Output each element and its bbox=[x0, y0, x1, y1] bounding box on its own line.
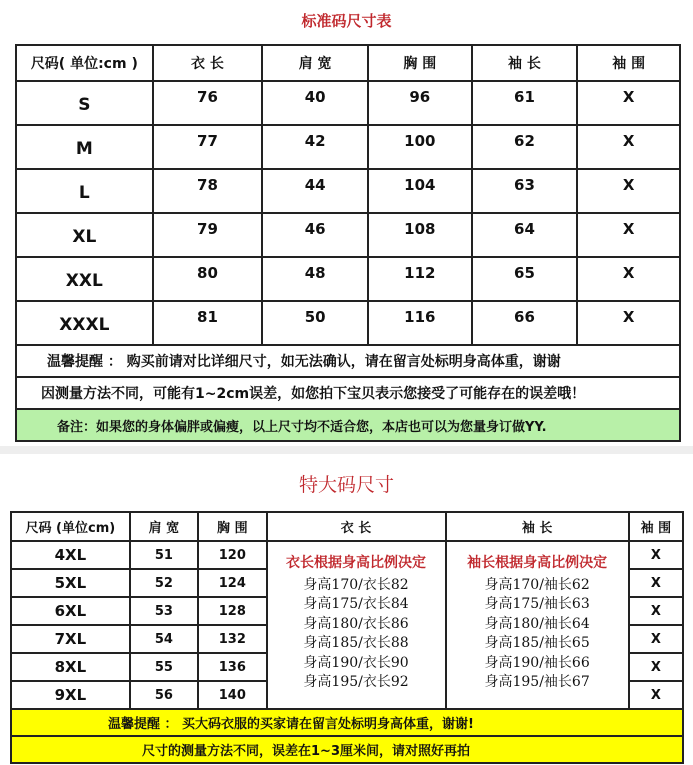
chest-cell: 136 bbox=[198, 653, 266, 681]
header-length: 衣 长 bbox=[267, 512, 446, 541]
length-line: 身高180/衣长86 bbox=[303, 615, 409, 632]
plus-reminder-note: 温馨提醒 ： 买大码衣服的买家请在留言处标明身高体重，谢谢! bbox=[11, 709, 683, 736]
note-row bbox=[11, 736, 683, 763]
size-cell: XL bbox=[16, 213, 153, 257]
cuff-cell: X bbox=[577, 125, 680, 169]
cuff-cell: X bbox=[629, 653, 683, 681]
table-header-row bbox=[11, 512, 683, 541]
shoulder-cell: 56 bbox=[130, 681, 198, 709]
header-chest: 胸 围 bbox=[368, 45, 472, 81]
sleeve-line: 身高190/袖长66 bbox=[484, 654, 590, 671]
length-heading: 衣长根据身高比例决定 bbox=[286, 555, 427, 571]
cuff-cell: X bbox=[577, 213, 680, 257]
table-row bbox=[11, 541, 683, 569]
note-row bbox=[11, 709, 683, 736]
cuff-cell: X bbox=[577, 257, 680, 301]
chest-cell: 128 bbox=[198, 597, 266, 625]
chest-cell: 132 bbox=[198, 625, 266, 653]
table-header-row bbox=[16, 45, 680, 81]
header-size: 尺码( 单位:cm ) bbox=[16, 45, 153, 81]
sleeve-cell: 64 bbox=[472, 213, 578, 257]
length-cell: 77 bbox=[153, 125, 263, 169]
size-cell: M bbox=[16, 125, 153, 169]
cuff-cell: X bbox=[577, 169, 680, 213]
chest-cell: 116 bbox=[368, 301, 472, 345]
header-shoulder: 肩 宽 bbox=[262, 45, 368, 81]
cuff-cell: X bbox=[629, 625, 683, 653]
sleeve-line: 身高175/袖长63 bbox=[484, 596, 590, 612]
length-cell: 81 bbox=[153, 301, 263, 345]
chest-cell: 108 bbox=[368, 213, 472, 257]
chest-cell: 96 bbox=[368, 81, 472, 125]
header-length: 衣 长 bbox=[153, 45, 263, 81]
remark-note: 备注：如果您的身体偏胖或偏瘦，以上尺寸均不适合您，本店也可以为您量身订做YY. bbox=[16, 409, 680, 441]
cuff-cell: X bbox=[629, 569, 683, 597]
size-cell: 6XL bbox=[11, 597, 130, 625]
plus-size-table bbox=[10, 511, 684, 764]
table-row bbox=[16, 81, 680, 125]
error-note: 因测量方法不同，可能有1~2cm误差，如您拍下宝贝表示您接受了可能存在的误差哦！ bbox=[16, 377, 680, 409]
standard-size-table bbox=[15, 44, 681, 442]
size-cell: 5XL bbox=[11, 569, 130, 597]
cuff-cell: X bbox=[629, 681, 683, 709]
shoulder-cell: 40 bbox=[262, 81, 368, 125]
header-cuff: 袖 围 bbox=[577, 45, 680, 81]
header-size: 尺码 (单位cm) bbox=[11, 512, 130, 541]
note-row bbox=[16, 377, 680, 409]
cuff-cell: X bbox=[577, 301, 680, 345]
chest-cell: 124 bbox=[198, 569, 266, 597]
standard-size-title: 标准码尺寸表 bbox=[301, 12, 392, 30]
size-cell: 7XL bbox=[11, 625, 130, 653]
note-row bbox=[16, 345, 680, 377]
table-row bbox=[16, 257, 680, 301]
shoulder-cell: 53 bbox=[130, 597, 198, 625]
length-line: 身高175/衣长84 bbox=[303, 596, 409, 612]
sleeve-line: 身高180/袖长64 bbox=[484, 615, 590, 632]
size-cell: L bbox=[16, 169, 153, 213]
sleeve-cell: 65 bbox=[472, 257, 578, 301]
shoulder-cell: 52 bbox=[130, 569, 198, 597]
cuff-cell: X bbox=[577, 81, 680, 125]
header-sleeve: 袖 长 bbox=[472, 45, 578, 81]
length-by-height-cell bbox=[267, 541, 446, 709]
table-row bbox=[16, 301, 680, 345]
sleeve-line: 身高195/袖长67 bbox=[484, 674, 590, 690]
chest-cell: 120 bbox=[198, 541, 266, 569]
length-cell: 78 bbox=[153, 169, 263, 213]
plus-error-note: 尺寸的测量方法不同，误差在1~3厘米间，请对照好再拍 bbox=[11, 736, 683, 763]
length-line: 身高195/衣长92 bbox=[303, 674, 409, 690]
chest-cell: 100 bbox=[368, 125, 472, 169]
length-line: 身高170/衣长82 bbox=[303, 576, 409, 593]
shoulder-cell: 55 bbox=[130, 653, 198, 681]
shoulder-cell: 42 bbox=[262, 125, 368, 169]
sleeve-by-height-cell bbox=[446, 541, 629, 709]
shoulder-cell: 48 bbox=[262, 257, 368, 301]
shoulder-cell: 50 bbox=[262, 301, 368, 345]
size-cell: 4XL bbox=[11, 541, 130, 569]
size-cell: 8XL bbox=[11, 653, 130, 681]
reminder-note: 温馨提醒 ： 购买前请对比详细尺寸，如无法确认，请在留言处标明身高体重，谢谢 bbox=[16, 345, 680, 377]
table-row bbox=[16, 213, 680, 257]
shoulder-cell: 51 bbox=[130, 541, 198, 569]
sleeve-line: 身高170/袖长62 bbox=[484, 576, 590, 593]
sleeve-cell: 63 bbox=[472, 169, 578, 213]
length-cell: 76 bbox=[153, 81, 263, 125]
chest-cell: 140 bbox=[198, 681, 266, 709]
size-cell: S bbox=[16, 81, 153, 125]
cuff-cell: X bbox=[629, 597, 683, 625]
shoulder-cell: 44 bbox=[262, 169, 368, 213]
header-shoulder: 肩 宽 bbox=[130, 512, 198, 541]
sleeve-cell: 66 bbox=[472, 301, 578, 345]
table-row bbox=[16, 169, 680, 213]
size-cell: XXL bbox=[16, 257, 153, 301]
header-sleeve: 袖 长 bbox=[446, 512, 629, 541]
cuff-cell: X bbox=[629, 541, 683, 569]
table-row bbox=[16, 125, 680, 169]
plus-size-title: 特大码尺寸 bbox=[298, 474, 394, 496]
length-line: 身高185/衣长88 bbox=[303, 635, 409, 651]
length-cell: 79 bbox=[153, 213, 263, 257]
chest-cell: 104 bbox=[368, 169, 472, 213]
note-row bbox=[16, 409, 680, 441]
shoulder-cell: 46 bbox=[262, 213, 368, 257]
header-cuff: 袖 围 bbox=[629, 512, 683, 541]
length-line: 身高190/衣长90 bbox=[303, 654, 409, 671]
sleeve-line: 身高185/袖长65 bbox=[484, 635, 590, 651]
sleeve-cell: 61 bbox=[472, 81, 578, 125]
section-divider bbox=[0, 446, 693, 454]
shoulder-cell: 54 bbox=[130, 625, 198, 653]
sleeve-heading: 袖长根据身高比例决定 bbox=[467, 555, 608, 571]
length-cell: 80 bbox=[153, 257, 263, 301]
header-chest: 胸 围 bbox=[198, 512, 266, 541]
size-cell: XXXL bbox=[16, 301, 153, 345]
sleeve-cell: 62 bbox=[472, 125, 578, 169]
chest-cell: 112 bbox=[368, 257, 472, 301]
size-cell: 9XL bbox=[11, 681, 130, 709]
